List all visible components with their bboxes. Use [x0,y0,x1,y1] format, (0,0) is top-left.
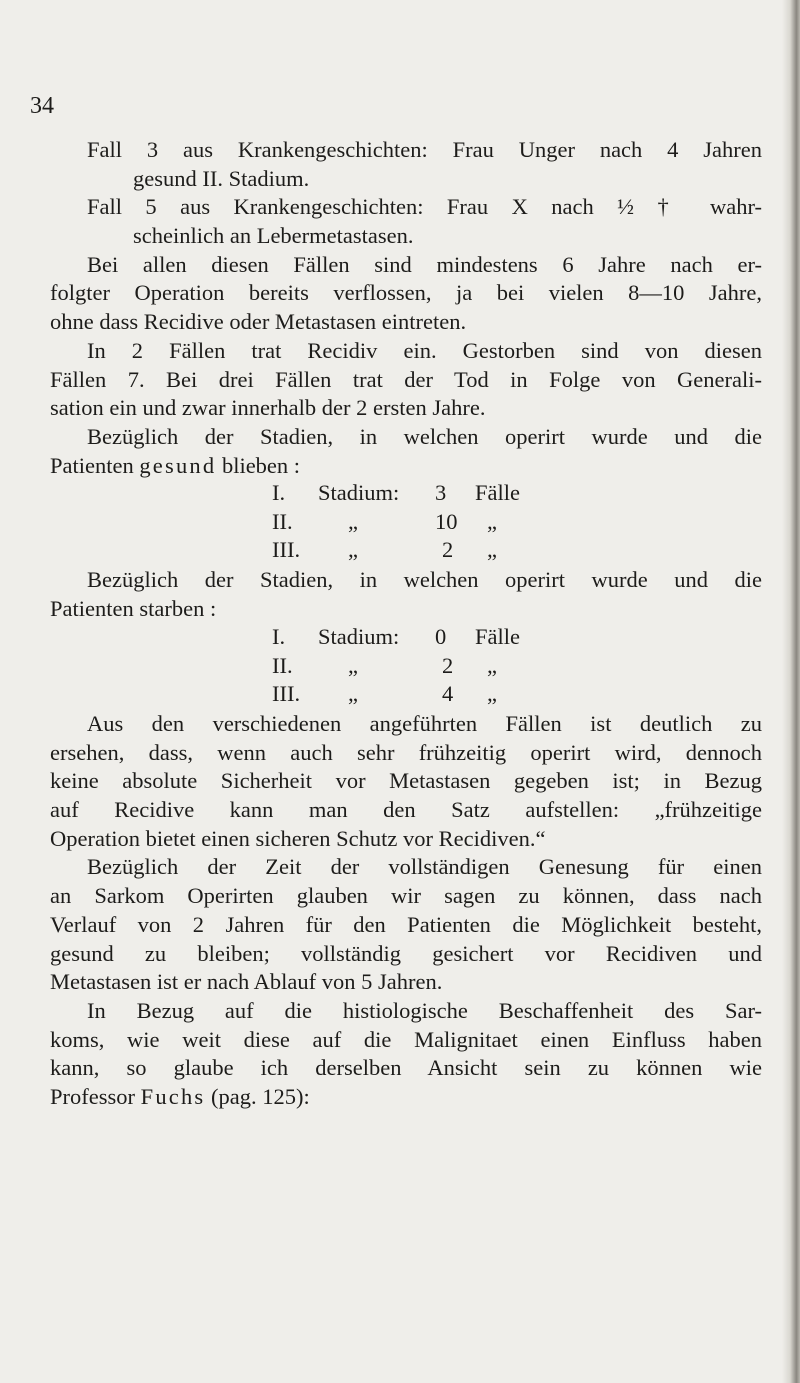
text-line: gesund II. Stadium. [133,165,310,191]
text-span: blieben : [216,452,301,478]
text-line: In Bezug auf die histiologische Beschaffenheit des Sar- [87,997,762,1023]
label-cell: Stadium: [318,480,400,505]
text-line: Bei allen diesen Fällen sind mindestens 6 Jahre nach er- [87,251,762,277]
text-line: Operation bietet einen sicheren Schutz vor Recidiven.“ [50,825,546,851]
died-intro-text [50,566,762,623]
unit-cell: „ [487,537,497,563]
unit-cell: Fälle [475,624,520,649]
text-line [50,1083,762,1112]
stage-cell: III. [272,537,301,563]
text-line: auf Recidive kann man den Satz aufstellen: „frühzeitige [50,797,762,823]
text-line: Aus den verschiedenen angeführten Fällen ist deutlich zu [87,711,762,736]
text-line: Patienten starben : [50,595,217,621]
text-line: kann, so glaube ich derselben Ansicht sein zu können wie [50,1055,762,1081]
label-cell: Stadium: [318,624,400,649]
text-line: Fall 3 aus Krankengeschichten: Frau Unger nach 4 Jahren [87,137,762,162]
text-line: Bezüglich der Zeit der vollständigen Genesung für einen [87,854,762,880]
text-line: Metastasen ist er nach Ablauf von 5 Jahren. [50,969,443,995]
text-span: Professor [50,1083,141,1109]
intro-text [50,136,762,480]
text-line: scheinlich an Lebermetastasen. [133,223,414,249]
count-cell: 0 [435,624,447,649]
count-cell: 2 [442,537,454,563]
text-span: (pag. 125): [205,1083,310,1109]
unit-cell: „ [487,652,497,678]
count-cell: 10 [435,508,458,534]
text-line: koms, wie weit diese auf die Malignitaet einen Einfluss haben [50,1026,762,1052]
text-line: Bezüglich der Stadien, in welchen operirt wurde und die [87,567,762,592]
text-line: folgter Operation bereits verflossen, ja bei vielen 8—10 Jahre, [50,280,762,306]
text-line: Verlauf von 2 Jahren für den Patienten die Möglichkeit besteht, [50,911,762,937]
text-line [50,452,762,481]
page-number: 34 [30,93,54,119]
text-line: Bezüglich der Stadien, in welchen operirt wurde und die [87,423,762,449]
label-cell: „ [348,681,358,707]
text-line: gesund zu bleiben; vollständig gesichert vor Recidiven und [50,940,762,966]
stage-cell: II. [272,508,293,534]
count-cell: 3 [435,480,447,505]
unit-cell: „ [487,681,497,707]
text-line: ersehen, dass, wenn auch sehr frühzeitig operirt wird, dennoch [50,739,762,765]
unit-cell: „ [487,508,497,534]
text-line: Fällen 7. Bei drei Fällen trat der Tod in Folge von Generali- [50,366,762,392]
label-cell: „ [348,652,358,678]
page-edge-shadow [782,0,800,1383]
text-line: In 2 Fällen trat Recidiv ein. Gestorben sind von diesen [87,337,762,363]
stage-cell: I. [272,624,286,649]
stage-cell: II. [272,652,293,678]
text-line: keine absolute Sicherheit vor Metastasen gegeben ist; in Bezug [50,768,762,794]
count-cell: 2 [442,652,454,678]
spaced-word: gesund [139,452,217,478]
label-cell: „ [348,537,358,563]
text-span: Patienten [50,452,140,478]
text-line: an Sarkom Operirten glauben wir sagen zu können, dass nach [50,883,762,909]
text-line: ohne dass Recidive oder Metastasen eintreten. [50,309,467,335]
spaced-word: Fuchs [140,1083,206,1109]
count-cell: 4 [442,681,454,707]
stage-cell: III. [272,681,301,707]
unit-cell: Fälle [475,480,520,505]
stage-cell: I. [272,480,286,505]
label-cell: „ [348,508,358,534]
closing-text [50,710,762,1112]
text-line: Fall 5 aus Krankengeschichten: Frau X nach ½ † wahr- [87,194,762,220]
text-line: sation ein und zwar innerhalb der 2 ersten Jahre. [50,395,486,421]
